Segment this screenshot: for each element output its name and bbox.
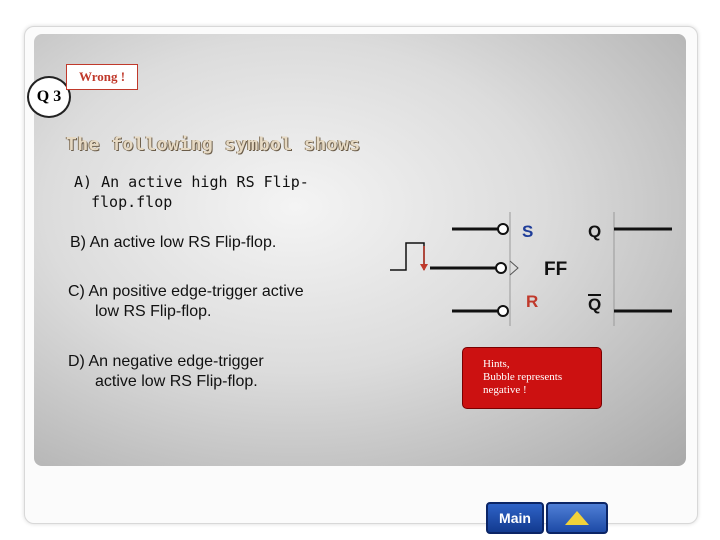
main-button-label: Main [499,510,531,526]
option-b-line1: B) An active low RS Flip-flop. [70,234,277,251]
s-label: S [522,222,534,241]
up-arrow-icon [565,511,589,525]
option-d-line2: active low RS Flip-flop. [95,373,258,390]
clock-triangle [510,261,518,275]
main-button[interactable] [486,502,544,534]
clock-edge-arrowhead [420,264,428,271]
r-label: R [526,292,539,311]
clock-pulse [390,243,424,270]
hints-line3: negative ! [483,384,527,396]
question-title: The following symbol shows [66,134,361,155]
q-label: Q [588,222,602,241]
feedback-text: Wrong ! [78,69,126,84]
hints-box [462,347,602,409]
option-a-line2: flop.flop [91,193,173,211]
option-a-line1: A) An active high RS Flip- [74,173,309,191]
r-input-bubble [498,306,508,316]
option-c-line1: C) An positive edge-trigger active [68,283,304,300]
navigation-bar [480,502,610,536]
question-number: Q 3 [36,88,62,105]
hints-line2: Bubble represents [483,371,563,383]
option-d-line1: D) An negative edge-trigger [68,353,264,370]
clock-input-bubble [496,263,506,273]
s-input-bubble [498,224,508,234]
option-c-line2: low RS Flip-flop. [95,303,212,320]
ff-label: FF [544,259,568,280]
up-button[interactable] [546,502,608,534]
q-bar-label: Q [588,295,602,314]
hints-line1: Hints, [483,358,510,370]
